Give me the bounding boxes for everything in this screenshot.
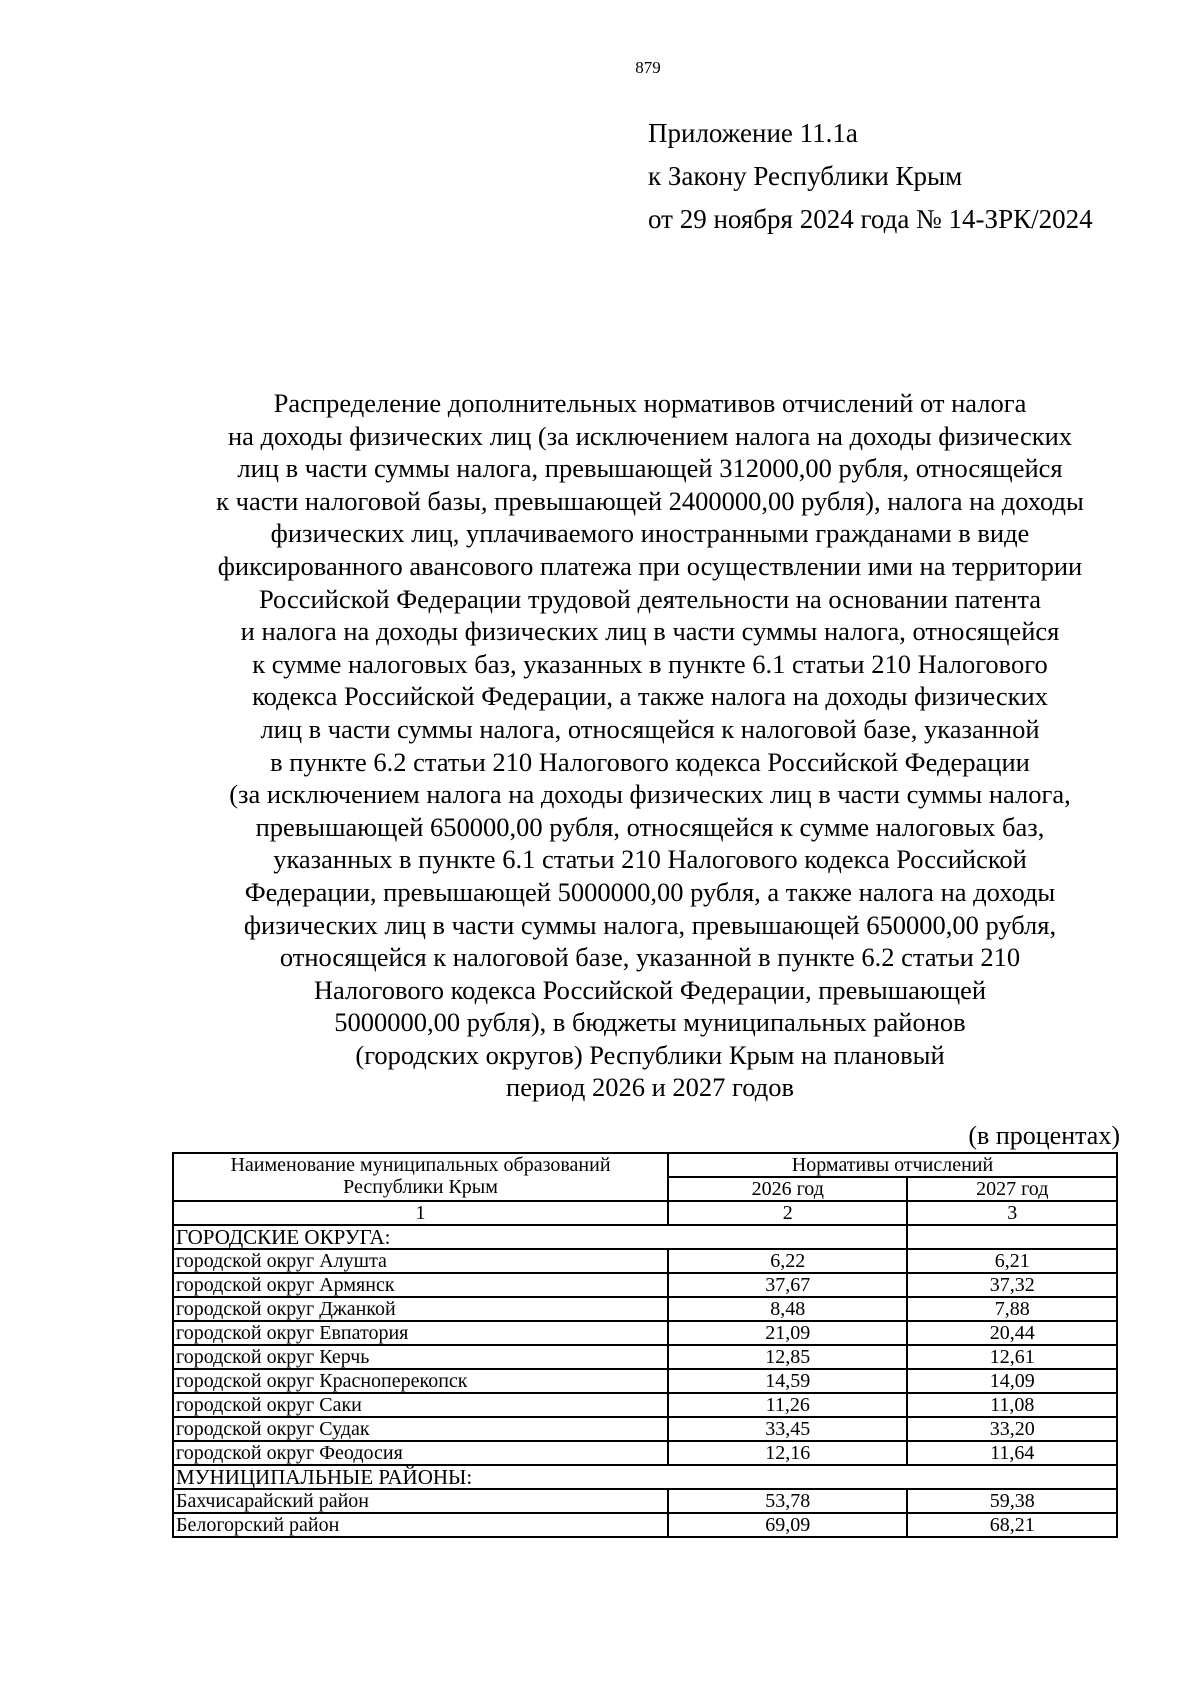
empty-cell: [907, 1225, 1117, 1249]
value-2026: 12,16: [668, 1441, 907, 1465]
title-line: кодекса Российской Федерации, а также налога на доходы физических: [252, 681, 1048, 712]
title-line: (за исключением налога на доходы физических лиц в части суммы налога,: [229, 779, 1071, 810]
table-row: [173, 1489, 1117, 1513]
column-number-row: [173, 1201, 1117, 1225]
appendix-line: от 29 ноября 2024 года № 14-ЗРК/2024: [648, 204, 1093, 234]
municipality-name: городской округ Саки: [173, 1393, 668, 1417]
title-line: Налогового кодекса Российской Федерации, превышающей: [313, 974, 987, 1005]
section-heading: ГОРОДСКИЕ ОКРУГА:: [173, 1225, 907, 1249]
table-row: [173, 1393, 1117, 1417]
table-row: [173, 1369, 1117, 1393]
section-heading: МУНИЦИПАЛЬНЫЕ РАЙОНЫ:: [173, 1465, 1117, 1489]
section-row: [173, 1225, 1117, 1249]
column-number: 3: [907, 1201, 1117, 1225]
value-2027: 33,20: [907, 1417, 1117, 1441]
municipality-name: городской округ Феодосия: [173, 1441, 668, 1465]
title-line: Распределение дополнительных нормативов отчислений от налога: [273, 388, 1027, 418]
table-row: [173, 1345, 1117, 1369]
title-line: к части налоговой базы, превышающей 2400000,00 рубля), налога на доходы: [216, 485, 1084, 516]
column-number: 2: [668, 1201, 907, 1225]
title-line: лиц в части суммы налога, относящейся к налоговой базе, указанной: [260, 713, 1040, 744]
document-title: [150, 387, 1150, 1104]
value-2027: 68,21: [907, 1513, 1117, 1537]
value-2027: 59,38: [907, 1489, 1117, 1513]
municipality-name: городской округ Армянск: [173, 1273, 668, 1297]
value-2027: 11,64: [907, 1441, 1117, 1465]
header-year-2027: 2027 год: [907, 1177, 1117, 1201]
page-number: 879: [635, 58, 661, 77]
municipality-name: городской округ Судак: [173, 1417, 668, 1441]
value-2026: 14,59: [668, 1369, 907, 1393]
norms-table: [172, 1152, 1118, 1538]
appendix-line: к Закону Республики Крым: [648, 161, 963, 191]
table-row: [173, 1417, 1117, 1441]
title-line: и налога на доходы физических лиц в части суммы налога, относящейся: [240, 616, 1060, 647]
appendix-header: [648, 112, 1093, 241]
appendix-line: Приложение 11.1а: [648, 118, 858, 148]
municipality-name: городской округ Джанкой: [173, 1297, 668, 1321]
municipality-name: Белогорский район: [173, 1513, 668, 1537]
header-norms: Нормативы отчислений: [668, 1153, 1117, 1177]
value-2026: 6,22: [668, 1249, 907, 1273]
title-line: (городских округов) Республики Крым на плановый: [355, 1039, 945, 1070]
title-line: физических лиц в части суммы налога, превышающей 650000,00 рубля,: [243, 909, 1057, 940]
title-line: превышающей 650000,00 рубля, относящейся к сумме налоговых баз,: [255, 811, 1045, 842]
table-row: [173, 1273, 1117, 1297]
title-line: в пункте 6.2 статьи 210 Налогового кодекса Российской Федерации: [270, 746, 1030, 777]
section-row: [173, 1465, 1117, 1489]
value-2026: 12,85: [668, 1345, 907, 1369]
title-line: относящейся к налоговой базе, указанной в пункте 6.2 статьи 210: [279, 942, 1021, 973]
table-header-row: [173, 1153, 1117, 1177]
units-note: (в процентах): [968, 1121, 1120, 1150]
municipality-name: городской округ Керчь: [173, 1345, 668, 1369]
value-2026: 33,45: [668, 1417, 907, 1441]
value-2026: 21,09: [668, 1321, 907, 1345]
municipality-name: Бахчисарайский район: [173, 1489, 668, 1513]
municipality-name: городской округ Алушта: [173, 1249, 668, 1273]
title-line: фиксированного авансового платежа при осуществлении ими на территории: [217, 550, 1083, 581]
table-row: [173, 1249, 1117, 1273]
value-2027: 20,44: [907, 1321, 1117, 1345]
header-municipality: [173, 1153, 668, 1201]
value-2027: 6,21: [907, 1249, 1117, 1273]
municipality-name: городской округ Красноперекопск: [173, 1369, 668, 1393]
municipality-name: городской округ Евпатория: [173, 1321, 668, 1345]
header-municipality-line: Республики Крым: [343, 1176, 498, 1198]
header-year-2026: 2026 год: [668, 1177, 907, 1201]
value-2026: 8,48: [668, 1297, 907, 1321]
value-2027: 12,61: [907, 1345, 1117, 1369]
value-2027: 7,88: [907, 1297, 1117, 1321]
title-line: Федерации, превышающей 5000000,00 рубля, а также налога на доходы: [244, 876, 1056, 907]
value-2027: 14,09: [907, 1369, 1117, 1393]
title-line: период 2026 и 2027 годов: [506, 1072, 794, 1103]
title-line: на доходы физических лиц (за исключением налога на доходы физических: [227, 420, 1073, 451]
value-2026: 37,67: [668, 1273, 907, 1297]
table-row: [173, 1441, 1117, 1465]
title-line: указанных в пункте 6.1 статьи 210 Налогового кодекса Российской: [273, 844, 1027, 875]
title-line: 5000000,00 рубля), в бюджеты муниципальных районов: [334, 1007, 966, 1038]
value-2026: 69,09: [668, 1513, 907, 1537]
value-2027: 37,32: [907, 1273, 1117, 1297]
value-2026: 53,78: [668, 1489, 907, 1513]
table-row: [173, 1321, 1117, 1345]
title-line: Российской Федерации трудовой деятельности на основании патента: [258, 583, 1042, 614]
table-row: [173, 1513, 1117, 1537]
title-line: к сумме налоговых баз, указанных в пункте 6.1 статьи 210 Налогового: [252, 648, 1048, 679]
value-2027: 11,08: [907, 1393, 1117, 1417]
column-number: 1: [173, 1201, 668, 1225]
table-row: [173, 1297, 1117, 1321]
title-line: физических лиц, уплачиваемого иностранными гражданами в виде: [270, 518, 1030, 549]
value-2026: 11,26: [668, 1393, 907, 1417]
header-municipality-line: Наименование муниципальных образований: [230, 1154, 611, 1176]
title-line: лиц в части суммы налога, превышающей 312000,00 рубля, относящейся: [237, 453, 1063, 484]
